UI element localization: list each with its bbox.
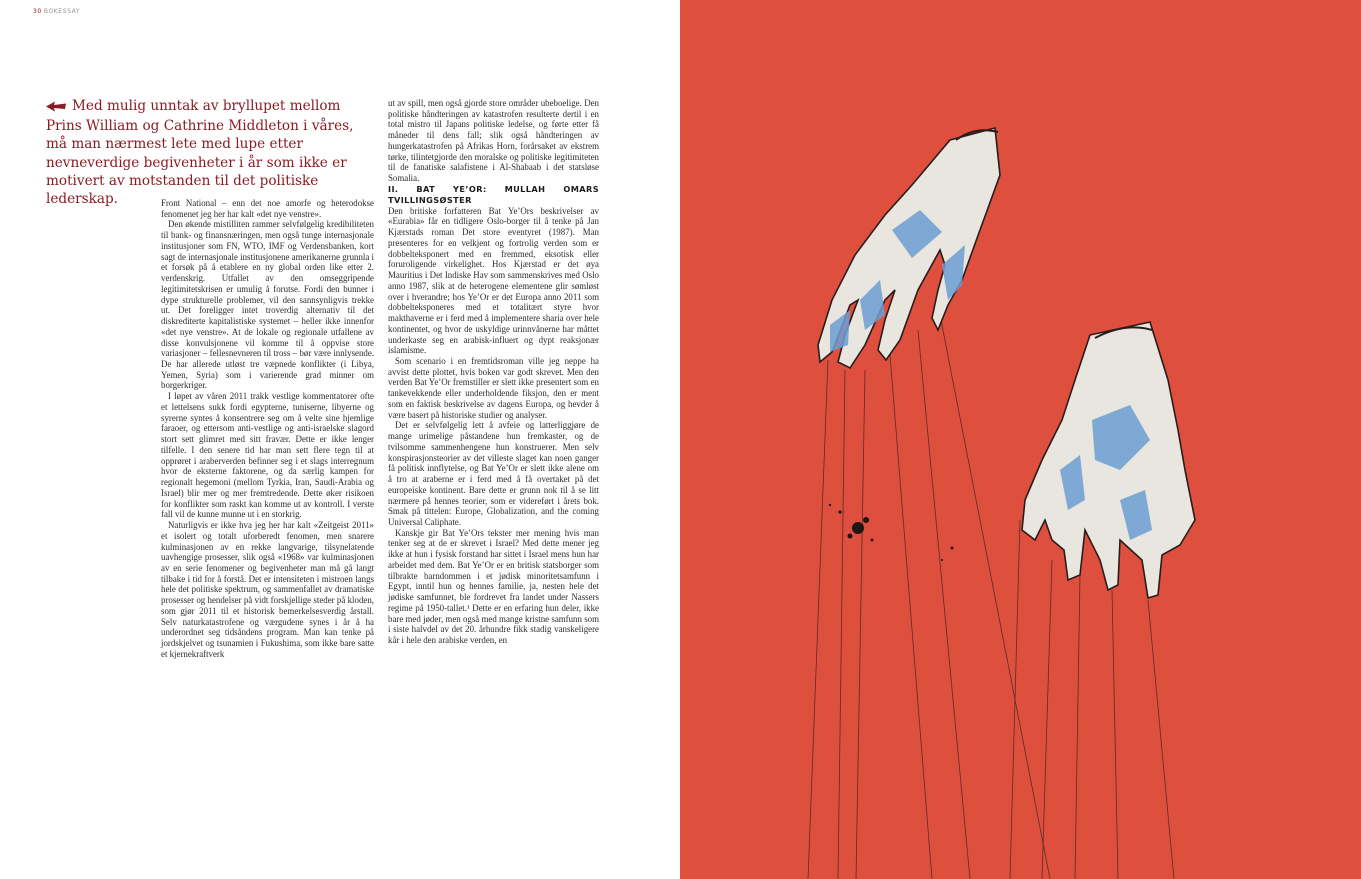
pull-quote bbox=[46, 97, 366, 208]
left-page bbox=[0, 0, 680, 879]
illustration-page bbox=[680, 0, 1361, 879]
folio bbox=[33, 8, 80, 15]
section-heading: II. BAT YE’OR: MULLAH OMARS TVILLINGSØSTER bbox=[388, 183, 599, 205]
pull-quote-text: Med mulig unntak av bryllupet mellom Prins William og Cathrine Middleton i våres, må man nærmest lete med lupe etter nevneverdige begivenheter i år som ikke er motivert av motstanden til det politiske lederskap. bbox=[46, 98, 354, 208]
paragraph: Kanskje gir Bat Ye’Ors tekster mer mening hvis man tenker seg at de er skrevet i Israel? Med dette mener jeg ikke at hun i fysisk forstand har sittet i Israel mens hun har arbeidet med dem. Bat Ye’Or er en britisk statsborger som tilbrakte barndommen i et jødisk minoritetsamfunn i Egypt, inntil hun og hennes familie, ja, nesten hele det jødiske samfunnet, ble fordrevet fra landet under Nassers regime på 1950-tallet.¹ Dette er en erfaring hun deler, ikke bare med jøder, men også med mange kristne samfunn som i siste halvdel av det 20. århundre fikk stadig vanskeligere kår i hele den arabiske verden, en bbox=[388, 527, 599, 646]
paragraph: Det er selvfølgelig lett å avfeie og latterliggjøre de mange urimelige påstandene hun fremkaster, og de tvilsomme sammenhengene hun konstruerer. Men selv konspirasjonsteorier av det villeste slaget kan noen ganger få politisk innflytelse, og Bat Ye’Or er slett ikke alene om å tro at araberne er i ferd med å få overtaket på det europeiske kontinent. Bare dette er grunn nok til å se litt nærmere på hennes teorier, som er videreført i årets bok. Smak på tittelen: Europe, Globalization, and the coming Universal Caliphate. bbox=[388, 420, 599, 527]
ink-splatter bbox=[829, 504, 954, 561]
paragraph: Front National – enn det noe amorfe og heterodokse fenomenet jeg her har kalt «det nye venstre». bbox=[161, 198, 374, 219]
puppeteer-hands-illustration bbox=[680, 0, 1361, 879]
page-number: 30 bbox=[33, 8, 42, 15]
paragraph: Som scenario i en fremtidsroman ville jeg neppe ha avvist dette plottet, hvis boken var godt skrevet. Men den verden Bat Ye’Or fremstiller er slett ikke presentert som en tankevekkende eller underholdende fiksjon, den er ment som en faktisk beskrivelse av dagens Europa, og hevder å være basert på historiske studier og analyser. bbox=[388, 355, 599, 420]
section-label: BOKESSAY bbox=[43, 8, 81, 15]
paragraph: ut av spill, men også gjorde store områder ubeboelige. Den politiske håndteringen av katastrofen resulterte dertil i en total mistro til Japans politiske ledelse, og førte etter få måneder til dens fall; slik også håndteringen av hungerkatastrofen på Afrikas Horn, forårsaket av ekstrem tørke, tilintetgjorde den moralske og politiske legitimiteten til de fanatiske salafistene i Al-Shabaab i det statsløse Somalia. bbox=[388, 98, 599, 184]
paragraph: Naturligvis er ikke hva jeg her har kalt «Zeitgeist 2011» et isolert og totalt uforberedt fenomen, men snarere kulminasjonen av en rekke langvarige, tilsynelatende uavhengige prosesser, slik også «1968» var kulminasjonen av en serie fenomener og begivenheter man må gå langt tilbake i tid for å forstå. Det er intensiteten i mistroen langs hele det politiske spektrum, og sammenfallet av dramatiske prosesser og hendelser på vidt forskjellige steder på kloden, som gjør 2011 til et historisk bemerkelsesverdig årstall. Selv naturkatastrofene og værgudene synes i år å ha underordnet seg tidsåndens program. Man kan tenke på jordskjelvet og tsunamien i Fukushima, som ikke bare satte et kjernekraftverk bbox=[161, 520, 374, 659]
paragraph: Den økende mistilliten rammer selvfølgelig kredibiliteten til bank- og finansnæringen, men også tunge internasjonale institusjoner som FN, WTO, IMF og Verdensbanken, kort sagt de internasjonale institusjonene amerikanerne grunnla i et forsøk på å etablere en ny global orden like etter 2. verdenskrig. Utfallet av den omseggripende legitimitetskrisen er umulig å forutse. Fordi den bunner i dype strukturelle problemer, vil den sannsynligvis trekke ut. Det foreligger intet troverdig alternativ til det diskrediterte kapitalistiske systemet – heller ikke innenfor «det nye venstre». At de lokale og regionale utfallene av disse konvulsjonene vil komme til å oppvise store variasjoner – fellesnevneren til tross – bør være innlysende. De har allerede utløst tre væpnede konflikter (i Libya, Yemen, Syria) som i varierende grad minner om borgerkriger. bbox=[161, 219, 374, 391]
lower-hand bbox=[1022, 322, 1195, 598]
arrow-left-icon bbox=[46, 99, 66, 117]
body-column-2 bbox=[388, 98, 599, 646]
body-column-1 bbox=[161, 198, 374, 660]
upper-hand bbox=[818, 128, 1000, 368]
paragraph: I løpet av våren 2011 trakk vestlige kommentatorer ofte et lettelsens sukk fordi egypterne, tuniserne, libyerne og syrerne syntes å konsentrere seg om å velte sine hjemlige faraoer, og ettersom anti-vestlige og anti-israelske slagord stort sett glimret med sitt fravær. Dette er ikke lenger tilfelle. I den senere tid har man sett flere tegn til at opprøret i araberverden befinner seg i et slags interregnum hvor de eksterne faktorene, og da særlig kampen for regionalt hegemoni (mellom Tyrkia, Iran, Saudi-Arabia og Israel) blir mer og mer fremtredende. Dette øker risikoen for konflikter som raskt kan komme ut av kontroll. I verste fall vil de kunne munne ut i en storkrig. bbox=[161, 391, 374, 520]
paragraph: Den britiske forfatteren Bat Ye’Ors beskrivelser av «Eurabia» får en tidligere Oslo-borger til å tenke på Jan Kjærstads roman Det store eventyret (1987). Man presenteres for en velkjent og fortrolig verden som er dobbelteksponert med en fremmed, eksotisk eller foruroligende virkelighet. Hos Kjærstad er det øya Mauritius i Det Indiske Hav som sammenskrives med Oslo anno 1987, slik at de heterogene elementene glir sømløst over i hverandre; hos Ye’Or er det Europa anno 2011 som dobbelteksponeres med et totalitært styre hvor makthaverne er i ferd med å implementere sharia over hele kontinentet, og hvor de uskyldige urinnvånerne har måttet underkaste seg en arabisk-influert og dypt reaksjonær islamisme. bbox=[388, 205, 599, 356]
